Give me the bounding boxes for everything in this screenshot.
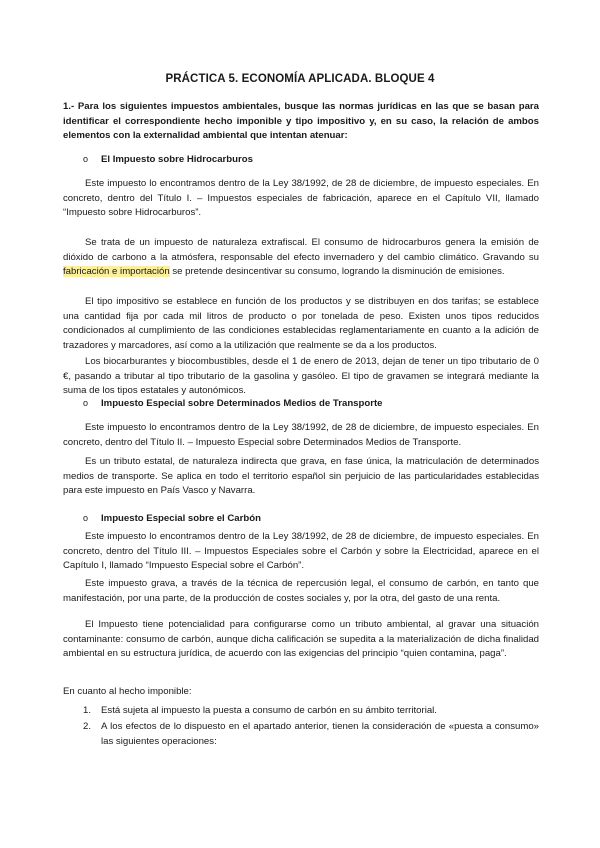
question-number: 1.- (63, 101, 75, 112)
question-text (63, 100, 539, 144)
paragraph: Es un tributo estatal, de naturaleza indirecta que grava, en fase única, la matriculación de determinados medios de transporte. Se aplica en todo el territorio español sin perjuicio de las particularidades establecidas para este impuesto en País Vasco y Navarra. (63, 456, 539, 497)
bullet-icon: o (83, 154, 89, 164)
list-item: 1. Está sujeta al impuesto la puesta a consumo de carbón en su ámbito territorial. (83, 705, 437, 716)
section-heading-carbon: o Impuesto Especial sobre el Carbón (83, 513, 261, 524)
paragraph: Este impuesto lo encontramos dentro de la Ley 38/1992, de 28 de diciembre, de impuesto especiales. En concreto, dentro del Título III. – Impuestos Especiales sobre el Carbón y sobre la Electricidad, aparece en el Capítulo I, llamado “Impuesto Especial sobre el Carbón”. (63, 531, 539, 572)
paragraph: El Impuesto tiene potencialidad para configurarse como un tributo ambiental, al gravar una situación contaminante: consumo de carbón, aunque dicha calificación se supedita a la materialización de dicha finalidad ambiental en su estructura jurídica, de acuerdo con las exigencias del principio “quien contamina, paga”. (63, 619, 539, 660)
section-heading-transporte: o Impuesto Especial sobre Determinados Medios de Transporte (83, 398, 383, 409)
highlighted-text: fabricación e importación (63, 266, 170, 278)
paragraph: Este impuesto lo encontramos dentro de la Ley 38/1992, de 28 de diciembre, de impuesto especiales. En concreto, dentro del Título I. – Impuestos especiales de fabricación, aparece en el Capítulo VII, llamado “Impuesto sobre Hidrocarburos”. (63, 178, 539, 219)
bullet-icon: o (83, 513, 89, 523)
paragraph: Este impuesto lo encontramos dentro de la Ley 38/1992, de 28 de diciembre, de impuesto especiales. En concreto, dentro del Título II. – Impuesto Especial sobre Determinados Medios de Transporte. (63, 422, 539, 448)
question-body: Para los siguientes impuestos ambientales, busque las normas jurídicas en las que se basan para identificar el correspondiente hecho imponible y tipo impositivo y, en su caso, la relación de ambos elementos con la externalidad ambiental que intentan atenuar: (63, 101, 539, 142)
paragraph: El tipo impositivo se establece en función de los productos y se distribuyen en dos tarifas; se establece una cantidad fija por cada mil litros de producto o por tonelada de peso. Existen unos tipos reducidos condicionados al cumplimiento de las condiciones establecidas reglamentariamente en cuanto a la adición de trazadores y marcadores, así como a la utilización que realmente se da a los productos. (63, 296, 539, 351)
paragraph: Los biocarburantes y biocombustibles, desde el 1 de enero de 2013, dejan de tener un tipo tributario de 0 €, pasando a tributar al tipo tributario de la gasolina y gasóleo. El tipo de gravamen se integrará mediante la suma de los tipos estatales y autonómicos. (63, 356, 539, 397)
bullet-icon: o (83, 398, 89, 408)
page-title: PRÁCTICA 5. ECONOMÍA APLICADA. BLOQUE 4 (165, 73, 435, 85)
paragraph: Se trata de un impuesto de naturaleza extrafiscal. El consumo de hidrocarburos genera la emisión de dióxido de carbono a la atmósfera, responsable del efecto invernadero y del cambio climático. Gravando su fabricación e importación se pretende desincentivar su consumo, logrando la disminución de emisiones. (63, 237, 539, 278)
hecho-imponible-intro: En cuanto al hecho imponible: (63, 686, 192, 697)
paragraph: Este impuesto grava, a través de la técnica de repercusión legal, el consumo de carbón, en tanto que manifestación, por una parte, de la producción de costes sociales y, por la otra, del gasto de una renta. (63, 578, 539, 604)
list-item: 2. A los efectos de lo dispuesto en el apartado anterior, tienen la consideración de «puesta a consumo» las siguientes operaciones: (83, 721, 539, 747)
section-heading-hidrocarburos: o El Impuesto sobre Hidrocarburos (83, 154, 253, 165)
